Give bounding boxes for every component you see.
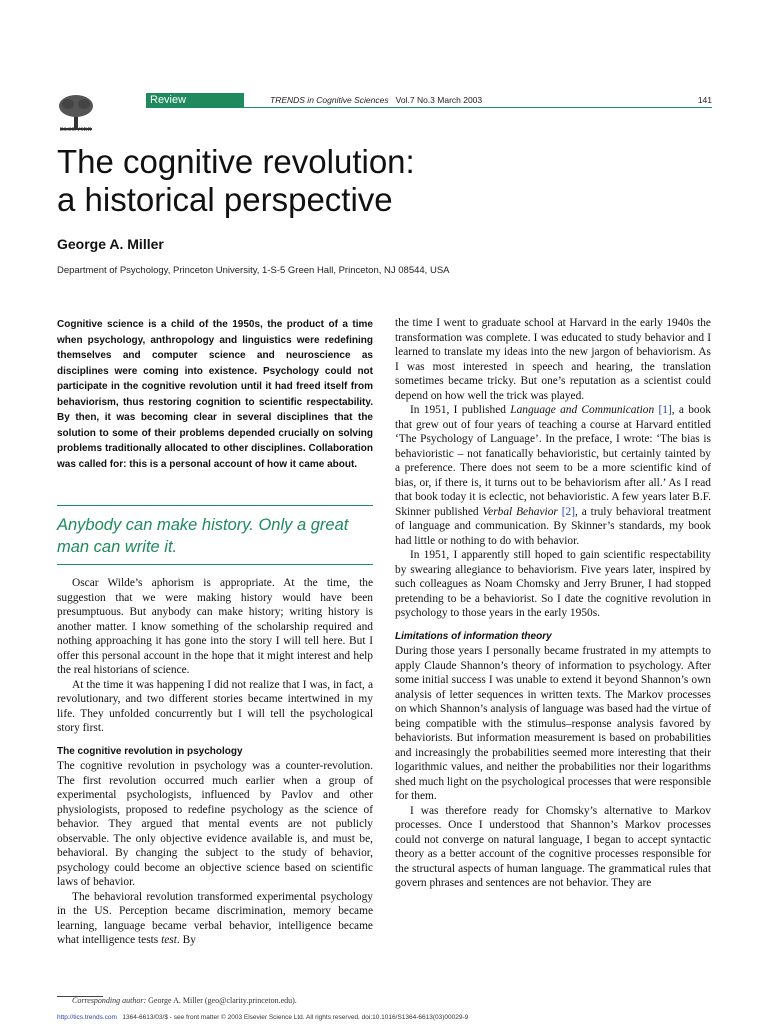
section-heading: The cognitive revolution in psychology xyxy=(57,745,243,757)
journal-url-link[interactable]: http://tics.trends.com xyxy=(57,1014,117,1021)
article-type-tag: Review xyxy=(146,93,244,107)
body-paragraph: In 1951, I apparently still hoped to gain scientific respectability by swearing allegiance to behaviorism. Five years later, inspired by such colleagues as Noam Chomsky and Jerry Bruner, I had stopped pretending to be a behaviorist. So I date the cognitive revolution in psychology to those years in the early 1950s. xyxy=(395,549,711,619)
corresponding-label: Corresponding author: xyxy=(72,996,147,1005)
book-title: Language and Communication xyxy=(510,404,655,416)
citation-link[interactable]: [1] xyxy=(658,404,672,416)
footer-bar xyxy=(57,1014,468,1021)
journal-issue: Vol.7 No.3 March 2003 xyxy=(395,95,483,105)
subsection-heading: Limitations of information theory xyxy=(395,630,552,642)
legal-line: 1364-6613/03/$ - see front matter © 2003 Elsevier Science Ltd. All rights reserved. doi:10.1016/S1364-6613(03)00029-9 xyxy=(122,1014,469,1021)
article-title xyxy=(57,143,717,219)
publisher-logo-text: ELSEVIER xyxy=(59,127,93,133)
body-paragraph: the time I went to graduate school at Harvard in the early 1940s the transformation was complete. I was educated to study behavior and I learned to translate my ideas into the new jargon of behaviorism. As I was most interested in speech and hearing, the translation sometimes became tricky. But one’s reputation as a scientist could depend on how well the trick was played. xyxy=(395,317,711,402)
author-name: George A. Miller xyxy=(57,236,164,252)
body-paragraph: The behavioral revolution transformed experimental psychology in the US. Perception became discrimination, memory became learning, language became verbal behavior, intelligence became what intelligence tests test. By xyxy=(57,890,373,946)
pull-quote-bottom-rule xyxy=(57,564,373,565)
left-column-body xyxy=(57,576,373,948)
author-affiliation: Department of Psychology, Princeton University, 1-S-5 Green Hall, Princeton, NJ 08544, USA xyxy=(57,265,450,276)
body-paragraph: At the time it was happening I did not realize that I was, in fact, a revolutionary, and two different stories became intertwined in my life. They unfolded concurrently but I will tell the psychological story first. xyxy=(57,678,373,734)
journal-name: TRENDS in Cognitive Sciences xyxy=(270,95,389,105)
body-paragraph: Oscar Wilde’s aphorism is appropriate. At the time, the suggestion that we were making history would have been presumptuous. But anybody can make history; writing history is another matter. I know something of the scholarship required and nothing approaching it has gone into the story I will tell here. But I offer this personal account in the hope that it might interest and help the real historians of science. xyxy=(57,577,373,676)
body-paragraph: During those years I personally became frustrated in my attempts to apply Claude Shannon’s theory of information to psychology. After some initial success I was unable to extend it beyond Shannon’s own analysis of letter sequences in written texts. The Markov processes on which Shannon’s analysis of language was based had the virtue of being compatible with the stimulus–response analysis favored by behaviorists. But information measurement is based on probabilities and increasingly the probabilities seemed more interesting that their logarithmic values, and neither the probabilities nor their logarithms shed much light on the psychological processes that were responsible for them. xyxy=(395,645,712,802)
pull-quote-top-rule xyxy=(57,505,373,506)
body-paragraph: In 1951, I published Language and Communication [1], a book that grew out of four years of teaching a course at Harvard entitled ‘The Psychology of Language’. In the preface, I wrote: ‘The bias is behavioristic – not fanatically behavioristic, but certainly tainted by a preference. There does not seem to be a more scientific kind of bias, or, if there is, it turns out to be behaviorism after all.’ As I read that book today it is eclectic, not behavioristic. A few years later B.F. Skinner published Verbal Behavior [2], a truly behavioral treatment of language and communication. By Skinner’s standards, my book had little or nothing to do with behavior. xyxy=(395,404,711,547)
journal-citation xyxy=(270,95,482,105)
italic-term: test xyxy=(161,934,177,946)
title-line-2: a historical perspective xyxy=(57,181,393,218)
body-paragraph: The cognitive revolution in psychology was a counter-revolution. The first revolution occurred much earlier when a group of experimental psychologists, influenced by Pavlov and other physiologists, proposed to redefine psychology as the science of behavior. They argued that mental events are not publicly observable. The only objective evidence available is, and must be, behavioral. By changing the subject to the study of behavior, psychology could become an objective science based on scientific laws of behavior. xyxy=(57,760,373,888)
corresponding-author-note xyxy=(72,996,297,1005)
body-paragraph: I was therefore ready for Chomsky’s alternative to Markov processes. Once I understood that Shannon’s Markov processes could not converge on natural language, I began to accept syntactic theory as a better account of the cognitive processes responsible for the structural aspects of human language. The grammatical rules that govern phrases and sentences are not behavior. They are xyxy=(395,804,711,889)
corresponding-text: George A. Miller (geo@clarity.princeton.edu). xyxy=(146,996,297,1005)
abstract: Cognitive science is a child of the 1950s, the product of a time when psychology, anthropology and linguistics were redefining themselves and computer science and neuroscience as disciplines were coming into existence. Psychology could not participate in the cognitive revolution until it had freed itself from behaviorism, thus restoring cognition to scientific respectability. By then, it was becoming clear in several disciplines that the solution to some of their problems depended crucially on solving problems traditionally allocated to other disciplines. Collaboration was called for: this is a personal account of how it came about. xyxy=(57,319,373,470)
pull-quote: Anybody can make history. Only a great man can write it. xyxy=(57,516,349,556)
right-column-body xyxy=(395,316,711,891)
header-rule xyxy=(146,107,712,108)
page-number: 141 xyxy=(697,95,712,105)
citation-link[interactable]: [2] xyxy=(561,505,576,518)
title-line-1: The cognitive revolution: xyxy=(57,143,415,180)
book-title: Verbal Behavior xyxy=(482,505,558,518)
